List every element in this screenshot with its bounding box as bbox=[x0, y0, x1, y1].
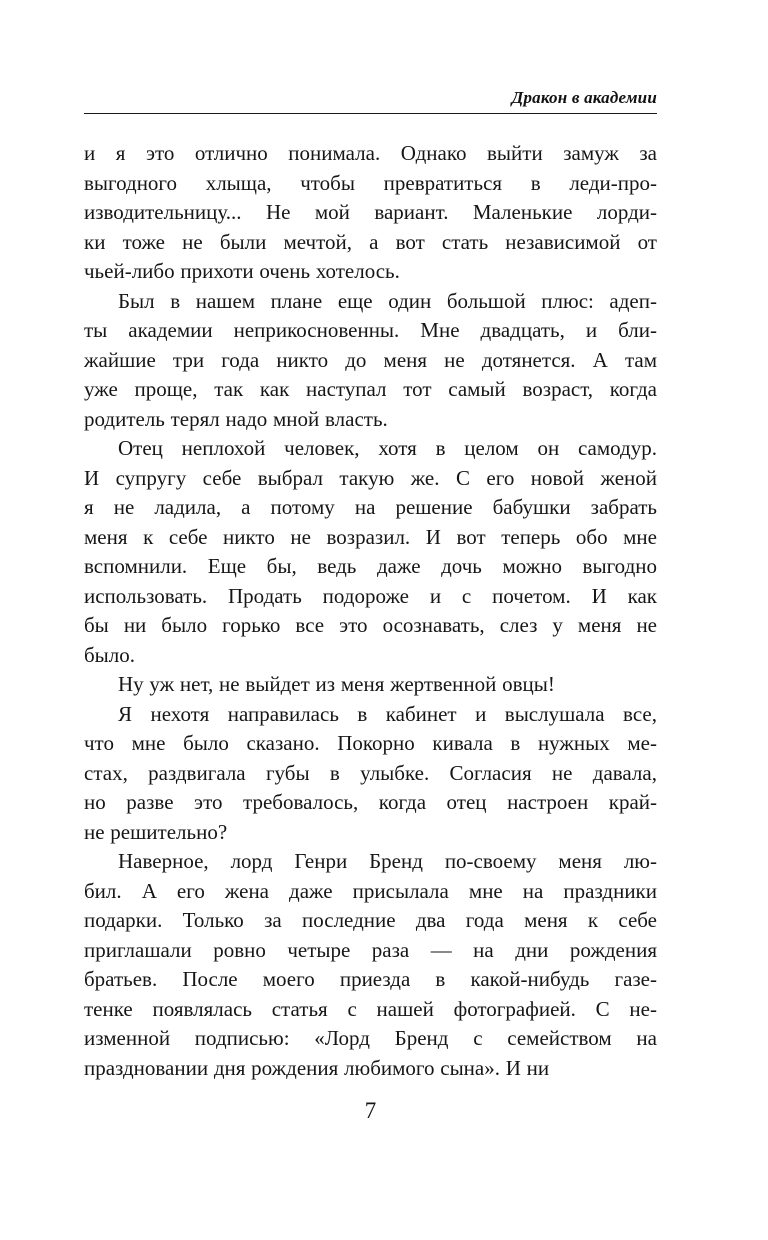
text-line: изменной подписью: «Лорд Бренд с семейством на bbox=[84, 1026, 657, 1050]
paragraph bbox=[84, 847, 657, 1083]
text-line: и я это отлично понимала. Однако выйти замуж за bbox=[84, 141, 657, 165]
text-line: Был в нашем плане еще один большой плюс: адеп- bbox=[118, 288, 657, 313]
paragraph bbox=[84, 434, 657, 670]
text-line: но разве это требовалось, когда отец настроен край- bbox=[84, 790, 657, 814]
text-line: бы ни было горько все это осознавать, слез у меня не bbox=[84, 613, 657, 637]
text-line: Ну уж нет, не выйдет из меня жертвенной овцы! bbox=[118, 672, 555, 696]
text-line: Я нехотя направилась в кабинет и выслушала все, bbox=[118, 701, 657, 726]
text-line: жайшие три года никто до меня не дотянется. А там bbox=[84, 347, 657, 372]
text-line: Отец неплохой человек, хотя в целом он самодур. bbox=[118, 436, 657, 460]
text-line: И супругу себе выбрал такую же. С его новой женой bbox=[84, 465, 657, 490]
text-line: Наверное, лорд Генри Бренд по-своему меня лю- bbox=[118, 849, 657, 873]
text-line: праздновании дня рождения любимого сына». И ни bbox=[84, 1055, 550, 1080]
paragraph bbox=[84, 287, 657, 435]
text-line: родитель терял надо мной власть. bbox=[84, 406, 388, 431]
text-line: ки тоже не были мечтой, а вот стать независимой от bbox=[84, 229, 657, 254]
body-text bbox=[84, 139, 657, 1083]
text-line: что мне было сказано. Покорно кивала в нужных ме- bbox=[84, 731, 657, 755]
text-line: не решительно? bbox=[84, 819, 228, 844]
text-line: вспомнили. Еще бы, ведь даже дочь можно выгодно bbox=[84, 554, 657, 578]
page-number: 7 bbox=[364, 1098, 377, 1123]
paragraph bbox=[84, 700, 657, 848]
text-line: тенке появлялась статья с нашей фотографией. С не- bbox=[84, 996, 657, 1021]
text-line: братьев. После моего приезда в какой-нибудь газе- bbox=[84, 967, 657, 991]
text-line: уже проще, так как наступал тот самый возраст, когда bbox=[84, 377, 657, 401]
header-rule bbox=[84, 113, 657, 114]
text-line: стах, раздвигала губы в улыбке. Согласия не давала, bbox=[84, 760, 657, 785]
paragraph bbox=[84, 670, 657, 700]
text-line: приглашали ровно четыре раза — на дни рождения bbox=[84, 937, 657, 962]
text-line: я не ладила, а потому на решение бабушки забрать bbox=[84, 495, 657, 519]
running-header bbox=[84, 88, 657, 114]
text-line: ты академии неприкосновенны. Мне двадцать, и бли- bbox=[84, 318, 657, 342]
text-line: меня к себе никто не возразил. И вот теперь обо мне bbox=[84, 524, 657, 549]
text-line: использовать. Продать подороже и с почетом. И как bbox=[84, 583, 657, 608]
text-line: изводительницу... Не мой вариант. Маленькие лорди- bbox=[84, 200, 657, 224]
text-line: бил. А его жена даже присылала мне на праздники bbox=[84, 878, 657, 903]
text-line: выгодного хлыща, чтобы превратиться в леди-про- bbox=[84, 170, 657, 195]
running-header-title: Дракон в академии bbox=[511, 88, 657, 107]
text-line: чьей-либо прихоти очень хотелось. bbox=[84, 259, 400, 283]
text-line: было. bbox=[84, 642, 136, 667]
paragraph bbox=[84, 139, 657, 287]
page-footer bbox=[84, 1098, 657, 1124]
text-line: подарки. Только за последние два года меня к себе bbox=[84, 908, 657, 932]
